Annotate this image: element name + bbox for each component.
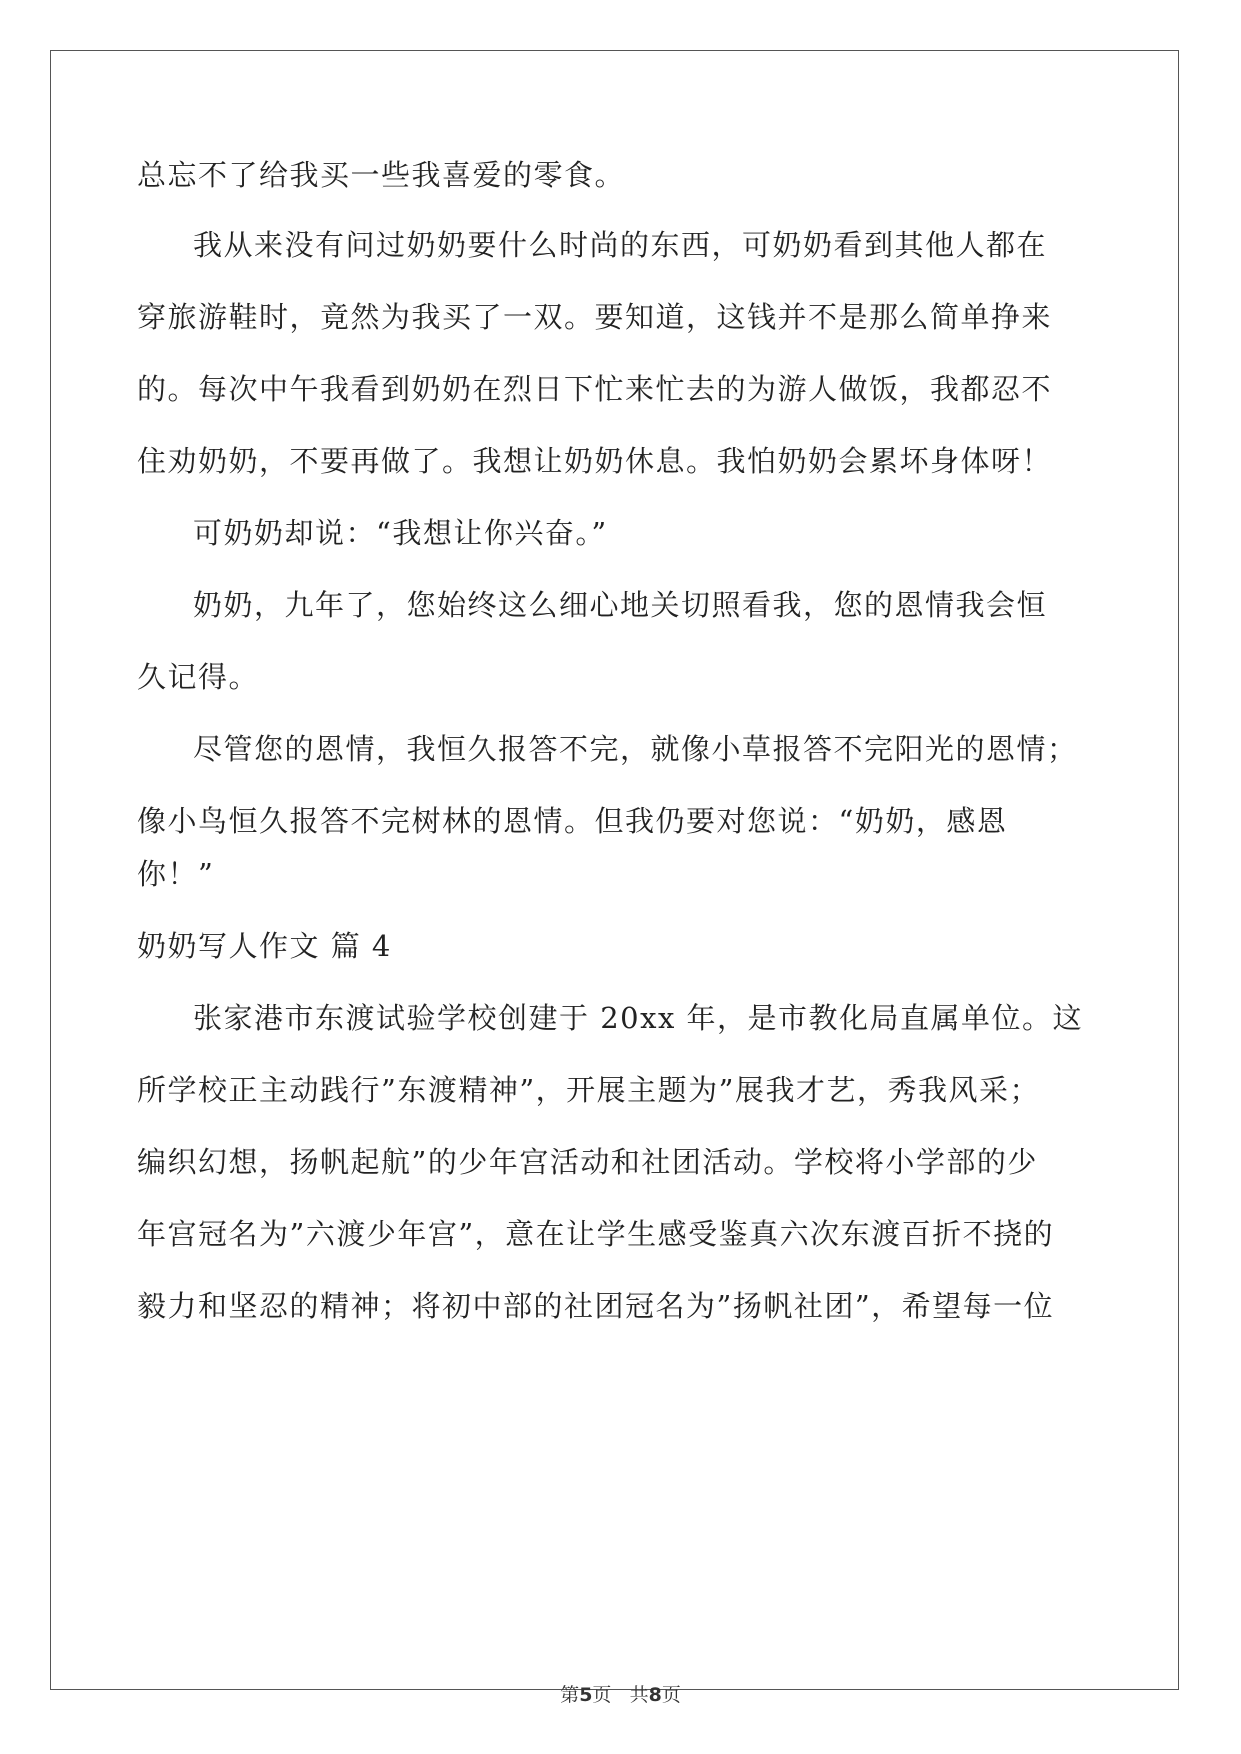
paragraph-line: 穿旅游鞋时，竟然为我买了一双。要知道，这钱并不是那么简单挣来 <box>137 300 1053 334</box>
footer-prefix: 第 <box>560 1684 580 1706</box>
page-footer <box>0 1680 1241 1707</box>
page-border <box>50 50 1179 1690</box>
section-heading: 奶奶写人作文 篇 4 <box>137 929 392 963</box>
paragraph-line: 你！” <box>137 857 215 891</box>
paragraph-line: 的。每次中午我看到奶奶在烈日下忙来忙去的为游人做饭，我都忍不 <box>137 372 1053 406</box>
paragraph-line: 总忘不了给我买一些我喜爱的零食。 <box>137 158 626 192</box>
paragraph-line: 像小鸟恒久报答不完树林的恩情。但我仍要对您说：“奶奶，感恩 <box>137 804 1008 838</box>
paragraph-line: 毅力和坚忍的精神；将初中部的社团冠名为”扬帆社团”，希望每一位 <box>137 1289 1055 1323</box>
footer-page-suffix: 页 <box>592 1684 612 1706</box>
footer-total-suffix: 页 <box>661 1684 681 1706</box>
paragraph-line: 奶奶，九年了，您始终这么细心地关切照看我，您的恩情我会恒 <box>193 588 1048 622</box>
paragraph-line: 我从来没有问过奶奶要什么时尚的东西，可奶奶看到其他人都在 <box>193 228 1048 262</box>
current-page-number: 5 <box>579 1684 593 1706</box>
paragraph-line: 可奶奶却说：“我想让你兴奋。” <box>193 516 608 550</box>
paragraph-line: 久记得。 <box>137 660 260 694</box>
paragraph-line: 住劝奶奶，不要再做了。我想让奶奶休息。我怕奶奶会累坏身体呀！ <box>137 444 1053 478</box>
paragraph-line: 张家港市东渡试验学校创建于 20xx 年，是市教化局直属单位。这 <box>193 1001 1084 1035</box>
paragraph-line: 编织幻想，扬帆起航”的少年宫活动和社团活动。学校将小学部的少 <box>137 1145 1038 1179</box>
paragraph-line: 尽管您的恩情，我恒久报答不完，就像小草报答不完阳光的恩情； <box>193 732 1078 766</box>
paragraph-line: 所学校正主动践行”东渡精神”，开展主题为”展我才艺，秀我风采； <box>137 1073 1040 1107</box>
total-page-number: 8 <box>648 1684 662 1706</box>
paragraph-line: 年宫冠名为”六渡少年宫”，意在让学生感受鉴真六次东渡百折不挠的 <box>137 1217 1055 1251</box>
footer-total-prefix: 共 <box>629 1684 649 1706</box>
